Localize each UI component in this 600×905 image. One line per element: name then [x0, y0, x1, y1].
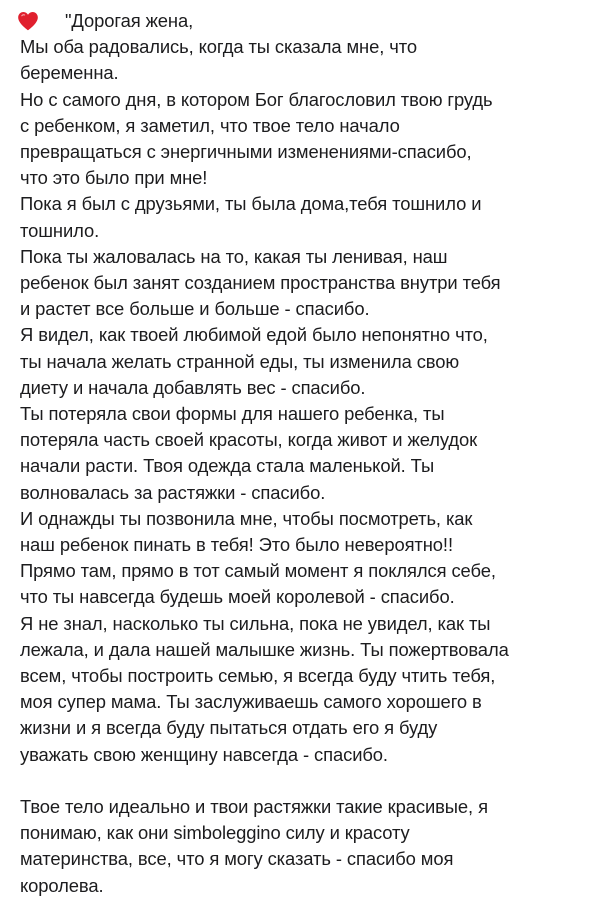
- post-line: наш ребенок пинать в тебя! Это было невероятно!!: [20, 534, 453, 556]
- post-text: [20, 8, 592, 899]
- post-line: Прямо там, прямо в тот самый момент я поклялся себе,: [20, 560, 496, 582]
- post-line: жизни и я всегда буду пытаться отдать его я буду: [20, 717, 438, 739]
- post-line: что ты навсегда будешь моей королевой - спасибо.: [20, 586, 455, 608]
- post-line: Мы оба радовались, когда ты сказала мне, что: [20, 36, 417, 58]
- post-line: Пока я был с друзьями, ты была дома,тебя тошнило и: [20, 193, 482, 215]
- post-line: диету и начала добавлять вес - спасибо.: [20, 376, 366, 398]
- post-line: Пока ты жаловалась на то, какая ты ленивая, наш: [20, 245, 448, 267]
- post-line: лежала, и дала нашей малышке жизнь. Ты пожертвовала: [20, 638, 509, 660]
- post-line: понимаю, как они simboleggino силу и красоту: [20, 822, 410, 844]
- post-line: и растет все больше и больше - спасибо.: [20, 298, 370, 320]
- paragraph-break: [20, 768, 592, 794]
- post-line: [20, 8, 592, 34]
- post-line: королева.: [20, 874, 104, 896]
- heart-icon: [17, 11, 39, 31]
- post-line: материнства, все, что я могу сказать - спасибо моя: [20, 848, 454, 870]
- post-line: тошнило.: [20, 219, 100, 241]
- post-line: Ты потеряла свои формы для нашего ребенка, ты: [20, 403, 445, 425]
- post-line: что это было при мне!: [20, 167, 208, 189]
- post-line: ребенок был занят созданием пространства внутри тебя: [20, 272, 501, 294]
- post-line: всем, чтобы построить семью, я всегда буду чтить тебя,: [20, 665, 496, 687]
- post-line: Но с самого дня, в котором Бог благословил твою грудь: [20, 88, 493, 110]
- post-line: уважать свою женщину навсегда - спасибо.: [20, 743, 388, 765]
- post-line: И однажды ты позвонила мне, чтобы посмотреть, как: [20, 507, 473, 529]
- post-line: Твое тело идеально и твои растяжки такие красивые, я: [20, 796, 488, 818]
- post-line: превращаться с энергичными изменениями-спасибо,: [20, 141, 472, 163]
- post-line: Я не знал, насколько ты сильна, пока не увидел, как ты: [20, 612, 491, 634]
- post-line: начали расти. Твоя одежда стала маленькой. Ты: [20, 455, 435, 477]
- post-line: беременна.: [20, 62, 119, 84]
- post-line: моя супер мама. Ты заслуживаешь самого хорошего в: [20, 691, 482, 713]
- post-line: с ребенком, я заметил, что твое тело начало: [20, 114, 400, 136]
- post-line: Я видел, как твоей любимой едой было непонятно что,: [20, 324, 488, 346]
- greeting-text: "Дорогая жена,: [65, 10, 194, 31]
- post-line: потеряла часть своей красоты, когда живот и желудок: [20, 429, 478, 451]
- post-line: ты начала желать странной еды, ты изменила свою: [20, 350, 460, 372]
- post-line: волновалась за растяжки - спасибо.: [20, 481, 326, 503]
